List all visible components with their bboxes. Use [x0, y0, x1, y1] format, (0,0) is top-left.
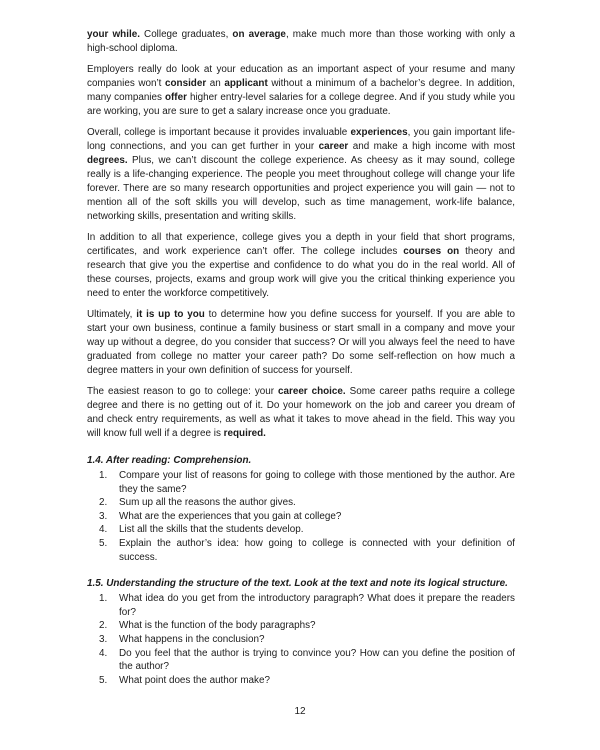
question-number: 3. — [99, 510, 108, 522]
exercise-sections — [87, 454, 515, 687]
question-list — [87, 592, 515, 687]
page-number: 12 — [294, 706, 306, 717]
bold-phrase: career choice. — [278, 386, 346, 397]
question-item — [99, 469, 515, 496]
bold-phrase: it is up to you — [136, 309, 205, 320]
text-run: higher entry-level salaries for a college degree. And if you study while you are working, you are sure to get a salary increase once you graduate. — [87, 92, 516, 117]
bold-phrase: your while. — [87, 29, 140, 40]
text-run: In addition to all that experience, college gives you a depth in your field that short programs, certificates, and work experience can’t offer. The college includes — [87, 232, 515, 257]
question-item — [99, 647, 515, 674]
question-number: 3. — [99, 633, 108, 645]
question-item — [99, 633, 515, 647]
text-run: Some career paths require a college degree and there is no getting out of it. Do your homework on the job and career you dream of and check entry requirements, as well as what it takes to move ahead in the field. This way you will know full well if a degree is — [87, 386, 515, 439]
question-text: What idea do you get from the introductory paragraph? What does it prepare the readers for? — [119, 593, 515, 618]
question-list — [87, 469, 515, 564]
question-number: 4. — [99, 524, 108, 536]
question-number: 1. — [99, 470, 108, 481]
exercise-section — [87, 577, 515, 687]
question-text: Explain the author’s idea: how going to college is connected with your definition of success. — [119, 537, 515, 563]
question-text: Do you feel that the author is trying to convince you? How can you define the position of the author? — [119, 647, 515, 673]
question-item — [99, 674, 515, 688]
bold-phrase: on average — [232, 29, 286, 40]
bold-phrase: required. — [223, 428, 266, 439]
bold-phrase: offer — [164, 92, 187, 103]
paragraph — [87, 231, 515, 301]
text-run: without a minimum of a bachelor’s degree. In addition, many companies — [87, 78, 515, 103]
paragraph — [87, 63, 515, 119]
bold-phrase: career — [318, 141, 349, 152]
question-text: Sum up all the reasons the author gives. — [119, 497, 296, 509]
text-run: Employers really do look at your education as an important aspect of your resume and many companies won’t — [87, 64, 515, 89]
question-number: 2. — [99, 620, 108, 632]
paragraph — [87, 126, 515, 224]
question-text: What are the experiences that you gain at college? — [119, 510, 342, 522]
bold-phrase: consider — [165, 78, 207, 89]
question-text: What point does the author make? — [119, 674, 270, 686]
text-run: The easiest reason to go to college: your — [87, 386, 278, 397]
bold-phrase: experiences — [350, 127, 408, 138]
exercise-section — [87, 454, 515, 564]
question-text: Compare your list of reasons for going to college with those mentioned by the author. Are they the same? — [119, 470, 515, 495]
bold-phrase: applicant — [224, 78, 268, 89]
text-run: Overall, college is important because it provides invaluable — [87, 127, 351, 138]
question-number: 5. — [99, 674, 108, 686]
question-item — [99, 619, 515, 633]
text-run: Plus, we can’t discount the college experience. As cheesy as it may sound, college really is a life-changing experience. The people you meet throughout college will change your life forever. There are so many research opportunities and project experience you will gain — not to mention all of the soft skills you will develop, such as time management, work-life balance, networking skills, presentation and writing skills. — [87, 155, 515, 222]
question-text: What happens in the conclusion? — [119, 633, 265, 645]
question-number: 4. — [99, 647, 108, 659]
section-heading: 1.5. Understanding the structure of the text. Look at the text and note its logical structure. — [87, 578, 508, 590]
paragraph — [87, 385, 515, 441]
question-number: 1. — [99, 593, 108, 605]
paragraph — [87, 28, 515, 56]
section-heading: 1.4. After reading: Comprehension. — [87, 455, 252, 466]
page-content — [87, 28, 515, 687]
text-run: College graduates, — [139, 29, 233, 40]
question-item — [99, 523, 515, 537]
question-item — [99, 537, 515, 564]
question-number: 2. — [99, 497, 108, 509]
text-run: , make much more than those working with only a high-school diploma. — [87, 29, 515, 54]
text-run: theory and research that give you the expertise and confidence to do what you do in the real world. All of these courses, projects, exams and group work will give you the critical thinking experience you need to enter the workforce competitively. — [87, 246, 515, 299]
bold-phrase: courses on — [403, 246, 460, 257]
body-text — [87, 28, 515, 441]
paragraph — [87, 308, 515, 378]
text-run: and make a high income with most — [348, 141, 515, 152]
question-item — [99, 592, 515, 619]
question-text: List all the skills that the students develop. — [119, 524, 304, 536]
text-run: an — [206, 78, 225, 89]
question-item — [99, 496, 515, 510]
question-number: 5. — [99, 537, 108, 549]
text-run: to determine how you define success for yourself. If you are able to start your own business, continue a family business or start small in a company and move your way up without a degree, do you consider that success? Or will you always feel the need to have graduated from college no matter your career path? Do some self-reflection on how much a degree matters in your own definition of success for yourself. — [87, 309, 515, 376]
bold-phrase: degrees. — [87, 155, 128, 166]
question-item — [99, 510, 515, 524]
text-run: Ultimately, — [87, 309, 137, 320]
text-run: , you gain important life-long connections, and you can get further in your — [87, 127, 515, 152]
question-text: What is the function of the body paragraphs? — [119, 620, 316, 632]
